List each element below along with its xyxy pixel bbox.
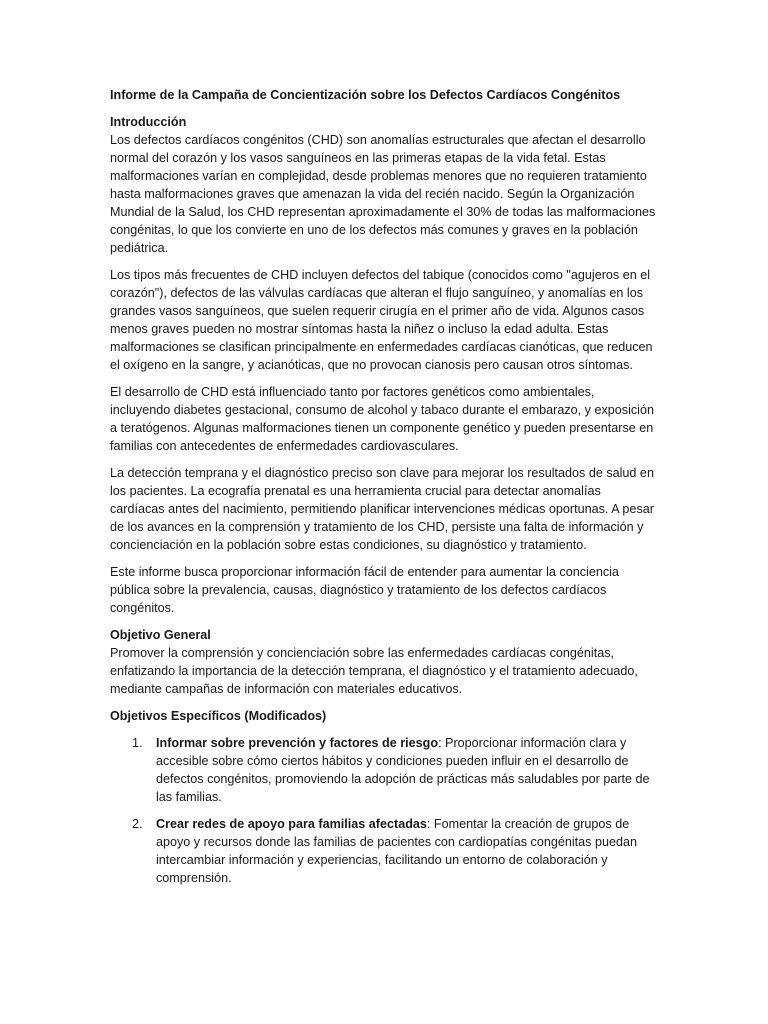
- list-item-number: 2.: [132, 817, 143, 831]
- list-item-number: 1.: [132, 736, 143, 750]
- introduction-paragraph-4: La detección temprana y el diagnóstico preciso son clave para mejorar los resultados de salud en los pacientes. La ecografía prenatal es una herramienta crucial para detectar anomalías cardíacas antes del nacimiento, permitiendo planificar intervenciones médicas oportunas. A pesar de los avances en la comprensión y tratamiento de los CHD, persiste una falta de información y concienciación en la población sobre estas condiciones, su diagnóstico y tratamiento.: [110, 466, 654, 552]
- list-item-text: : Fomentar la creación de grupos de apoyo y recursos donde las familias de pacientes con cardiopatías congénitas puedan intercambiar información y experiencias, facilitando un entorno de colaboración y comprensión.: [156, 817, 637, 885]
- introduction-heading: Introducción: [110, 115, 187, 129]
- list-item-text: : Proporcionar información clara y accesible sobre cómo ciertos hábitos y condiciones pueden influir en el desarrollo de defectos congénitos, promoviendo la adopción de prácticas más saludables por parte de las familias.: [156, 736, 650, 804]
- document-title: Informe de la Campaña de Concientización sobre los Defectos Cardíacos Congénitos: [110, 88, 621, 102]
- specific-objectives-list: [110, 734, 656, 887]
- list-item-title: Crear redes de apoyo para familias afectadas: [156, 817, 427, 831]
- introduction-paragraph-3: El desarrollo de CHD está influenciado tanto por factores genéticos como ambientales, incluyendo diabetes gestacional, consumo de alcohol y tabaco durante el embarazo, y exposición a teratógenos. Algunas malformaciones tienen un componente genético y pueden presentarse en familias con antecedentes de enfermedades cardiovasculares.: [110, 385, 654, 453]
- general-objective-heading: Objetivo General: [110, 628, 211, 642]
- introduction-paragraph-5: Este informe busca proporcionar información fácil de entender para aumentar la conciencia pública sobre la prevalencia, causas, diagnóstico y tratamiento de los defectos cardíacos congénitos.: [110, 565, 619, 615]
- general-objective-text: Promover la comprensión y concienciación sobre las enfermedades cardíacas congénitas, enfatizando la importancia de la detección temprana, el diagnóstico y el tratamiento adecuado, mediante campañas de información con materiales educativos.: [110, 646, 638, 696]
- list-item: [110, 734, 656, 806]
- introduction-paragraph-2: Los tipos más frecuentes de CHD incluyen defectos del tabique (conocidos como "agujeros en el corazón"), defectos de las válvulas cardíacas que alteran el flujo sanguíneo, y anomalías en los grandes vasos sanguíneos, que suelen requerir cirugía en el primer año de vida. Algunos casos menos graves pueden no mostrar síntomas hasta la niñez o incluso la edad adulta. Estas malformaciones se clasifican principalmente en enfermedades cardíacas cianóticas, que reducen el oxígeno en la sangre, y acianóticas, que no provocan cianosis pero causan otros síntomas.: [110, 268, 653, 372]
- introduction-paragraph-1: Los defectos cardíacos congénitos (CHD) son anomalías estructurales que afectan el desarrollo normal del corazón y los vasos sanguíneos en las primeras etapas de la vida fetal. Estas malformaciones varían en complejidad, desde problemas menores que no requieren tratamiento hasta malformaciones graves que amenazan la vida del recién nacido. Según la Organización Mundial de la Salud, los CHD representan aproximadamente el 30% de todas las malformaciones congénitas, lo que los convierte en uno de los defectos más comunes y graves en la población pediátrica.: [110, 133, 656, 255]
- list-item: [110, 815, 656, 887]
- specific-objectives-heading: Objetivos Específicos (Modificados): [110, 709, 327, 723]
- list-item-title: Informar sobre prevención y factores de riesgo: [156, 736, 439, 750]
- document-page: [110, 86, 656, 896]
